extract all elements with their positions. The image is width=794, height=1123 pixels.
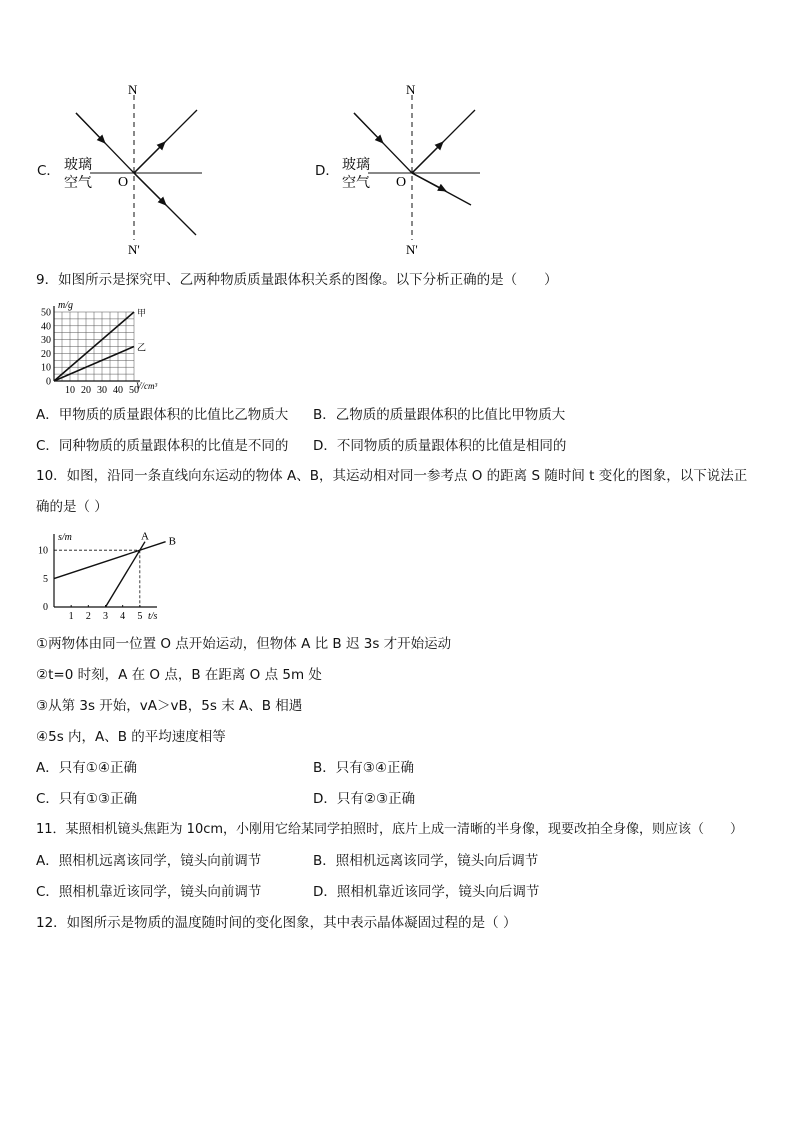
n-bottom-label: N' — [128, 242, 140, 257]
q10-option-c[interactable]: C．只有①③正确 — [36, 791, 138, 807]
series-label-甲: 甲 — [137, 308, 147, 318]
glass-label: 玻璃 — [342, 157, 370, 173]
x-tick-label: 10 — [65, 385, 75, 396]
x-axis-label: t/s — [148, 611, 158, 622]
y-tick-label: 10 — [41, 362, 51, 374]
n-bottom-label: N' — [406, 242, 418, 257]
x-tick-label: 4 — [120, 611, 126, 622]
y-tick-label: 20 — [41, 348, 51, 360]
y-axis-label: m/g — [58, 300, 73, 311]
x-tick-label: 2 — [85, 611, 91, 622]
series-line-B — [54, 542, 166, 579]
x-tick-label: 50 — [129, 385, 139, 396]
air-label: 空气 — [64, 175, 92, 191]
y-tick-label: 50 — [41, 307, 51, 319]
q10-statement-4: ④5s 内，A、B 的平均速度相等 — [36, 729, 226, 745]
q9-option-a[interactable]: A．甲物质的质量跟体积的比值比乙物质大 — [36, 407, 289, 423]
q9-option-b[interactable]: B．乙物质的质量跟体积的比值比甲物质大 — [313, 407, 566, 423]
origin-label: 0 — [43, 602, 48, 613]
x-tick-label: 40 — [113, 385, 123, 396]
y-axis-label: s/m — [58, 532, 72, 543]
series-label-乙: 乙 — [137, 342, 147, 353]
q11-option-b[interactable]: B．照相机远离该同学，镜头向后调节 — [313, 853, 539, 869]
q9-stem: 9．如图所示是探究甲、乙两种物质质量跟体积关系的图像。以下分析正确的是（ ） — [36, 272, 558, 288]
y-tick-label: 5 — [43, 574, 48, 586]
mass-volume-chart — [32, 296, 182, 396]
q11-stem: 11．某照相机镜头焦距为 10cm，小刚用它给某同学拍照时，底片上成一清晰的半身像，现要改拍全身像，则应该（ ） — [36, 822, 744, 837]
q10-stem-line1: 10．如图，沿同一条直线向东运动的物体 A、B，其运动相对同一参考点 O 的距离 S 随时间 t 变化的图象，以下说法正 — [36, 468, 748, 484]
x-axis-label: V/cm³ — [136, 381, 158, 391]
series-line-A — [106, 542, 145, 607]
q9-option-c[interactable]: C．同种物质的质量跟体积的比值是不同的 — [36, 438, 289, 454]
q10-statement-2: ②t=0 时刻，A 在 O 点，B 在距离 O 点 5m 处 — [36, 667, 322, 683]
q10-option-a[interactable]: A．只有①④正确 — [36, 760, 137, 776]
o-label: O — [396, 175, 407, 190]
o-label: O — [118, 175, 129, 190]
q10-option-d[interactable]: D．只有②③正确 — [313, 791, 416, 807]
n-top-label: N — [406, 82, 416, 97]
q11-option-d[interactable]: D．照相机靠近该同学，镜头向后调节 — [313, 884, 540, 900]
series-label-B: B — [168, 535, 176, 548]
y-tick-label: 30 — [41, 335, 51, 347]
q10-option-b[interactable]: B．只有③④正确 — [313, 760, 414, 776]
y-tick-label: 10 — [38, 545, 48, 557]
q9-chart — [32, 296, 182, 400]
q10-stem-line2: 确的是（ ） — [36, 499, 108, 515]
glass-label: 玻璃 — [64, 157, 92, 173]
x-tick-label: 1 — [68, 611, 74, 622]
q9-option-d[interactable]: D．不同物质的质量跟体积的比值是相同的 — [313, 438, 567, 454]
x-tick-label: 3 — [103, 611, 108, 622]
x-tick-label: 30 — [97, 385, 107, 396]
q11-option-a[interactable]: A．照相机远离该同学，镜头向前调节 — [36, 853, 262, 869]
x-tick-label: 20 — [81, 385, 91, 396]
air-label: 空气 — [342, 175, 370, 191]
q10-statement-1: ①两物体由同一位置 O 点开始运动，但物体 A 比 B 迟 3s 才开始运动 — [36, 636, 452, 652]
distance-time-chart — [32, 526, 197, 624]
n-top-label: N — [128, 82, 138, 97]
y-tick-label: 40 — [41, 321, 51, 333]
series-label-A: A — [140, 530, 149, 543]
q10-chart — [32, 526, 197, 628]
option-c-marker: C． — [37, 163, 60, 179]
y-tick-label: 0 — [46, 376, 51, 388]
q10-statement-3: ③从第 3s 开始，vA＞vB，5s 末 A、B 相遇 — [36, 698, 303, 714]
q11-option-c[interactable]: C．照相机靠近该同学，镜头向前调节 — [36, 884, 262, 900]
q12-stem: 12．如图所示是物质的温度随时间的变化图象，其中表示晶体凝固过程的是（ ） — [36, 915, 517, 931]
option-d-marker: D． — [315, 163, 339, 179]
x-tick-label: 5 — [137, 611, 143, 622]
